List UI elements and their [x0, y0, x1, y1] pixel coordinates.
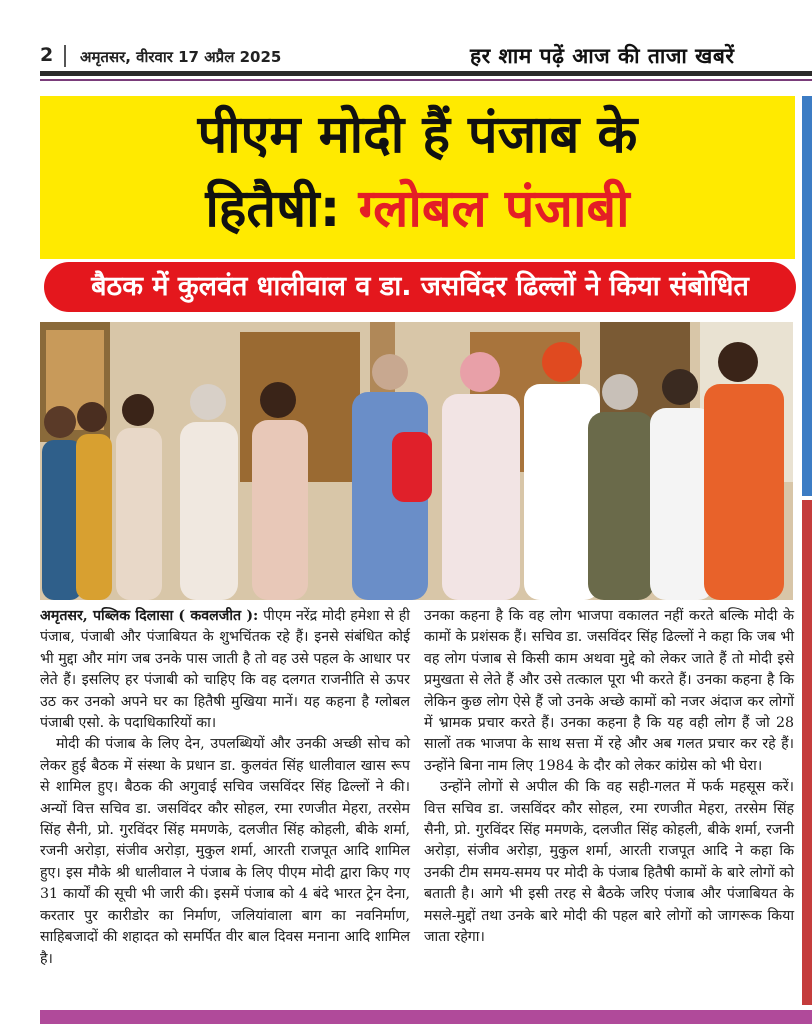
- header-rule-thin: [40, 79, 812, 81]
- headline-line-1: पीएम मोदी हैं पंजाब के: [197, 105, 638, 165]
- news-photo: [40, 322, 793, 600]
- article-text: पीएम नरेंद्र मोदी हमेशा से ही पंजाब, पंजाबी और पंजाबियत के शुभचिंतक रहे हैं। इनसे संबंधित कोई भी मुद्दा और मांग जब उनके पास जाती है तो वह उसे पहल के आधार पर लेते हैं। इसलिए हर पंजाबी को चाहिए कि वह दलगत राजनीति से ऊपर उठ कर उनको अपने घर का हितैषी मुखिया मानें। यह कहना है ग्लोबल पंजाबी एसो. के पदाधिकारियों का।: [40, 608, 410, 732]
- header-tagline: हर शाम पढ़ें आज की ताजा खबरें: [470, 44, 735, 68]
- article-paragraph: उनका कहना है कि वह लोग भाजपा वकालत नहीं करते बल्कि मोदी के कामों के प्रशंसक हैं। सचिव डा. जसविंदर सिंह ढिल्लों ने कहा कि जब भी वह लोग पंजाब से किसी काम अथवा मुद्दे को लेकर जाते हैं तो मोदी इसे प्रमुखता से लेते हैं और उसे तत्काल पूरा भी करते हैं। उनका कहना है कि लेकिन कुछ लोग ऐसे हैं जो उनके अच्छे कामों को नजर अंदाज कर लोगों में भ्रामक प्रचार करते हैं। उनका कहना है कि यह वही लोग हैं जो 28 सालों तक भाजपा के साथ सत्ता में रहे और अब गलत प्रचार कर रहे हैं। उन्होंने बिना नाम लिए 1984 के दौर को लेकर कांग्रेस को भी घेरा।: [424, 608, 794, 774]
- headline-line-2: [40, 176, 795, 242]
- article-paragraph: उन्होंने लोगों से अपील की कि वह सही-गलत में फर्क महसूस करें। वित्त सचिव डा. जसविंदर कौर सोहल, रमा रणजीत मेहरा, तरसेम सिंह सैनी, प्रो. गुरविंदर सिंह ममणके, दलजीत सिंह कोहली, बीके शर्मा, रजनी अरोड़ा, संजीव अरोड़ा, मुकुल शर्मा, आरती राजपूत आदि ने कहा कि उनकी टीम समय-समय पर मोदी के पंजाब हितैषी कामों के बारे लोगों को बताती है। आगे भी इसी तरह से बैठके जरिए पंजाब और पंजाबियत के मसले-मुद्दों तथा उनके बारे मोदी की पहल बारे लोगों को जागरूक किया जाता रहेगा।: [424, 779, 794, 946]
- next-article-strip: [40, 1010, 812, 1024]
- header-rule: [40, 71, 812, 76]
- article-byline: अमृतसर, पब्लिक दिलासा ( कवलजीत ):: [40, 608, 259, 624]
- header-separator: [64, 45, 66, 67]
- group-photo-illustration: [40, 322, 793, 600]
- dateline: अमृतसर, वीरवार 17 अप्रैल 2025: [80, 48, 282, 66]
- article-paragraph: [40, 606, 410, 734]
- article-column-2: [424, 606, 794, 949]
- adjacent-page-edge-red: [802, 500, 812, 1005]
- page-number: 2: [40, 44, 54, 66]
- headline-line-2-black: हितैषी:: [205, 179, 341, 239]
- headline-line-2-red: ग्लोबल पंजाबी: [358, 179, 630, 239]
- subheadline: बैठक में कुलवंत धालीवाल व डा. जसविंदर ढिल्लों ने किया संबोधित: [91, 271, 749, 302]
- adjacent-page-edge-blue: [802, 96, 812, 496]
- article-paragraph: मोदी की पंजाब के लिए देन, उपलब्धियों और उनकी अच्छी सोच को लेकर हुई बैठक में संस्था के प्रधान डा. कुलवंत सिंह धालीवाल खास रूप से शामिल हुए। बैठक की अगुवाई सचिव जसविंदर सिंह ढिल्लों ने की। अन्यों वित्त सचिव डा. जसविंदर कौर सोहल, रमा रणजीत मेहरा, तरसेम सिंह सैनी, प्रो. गुरविंदर सिंह ममणके, दलजीत सिंह कोहली, बीके शर्मा, रजनी अरोड़ा, संजीव अरोड़ा, मुकुल शर्मा, आरती राजपूत आदि शामिल हुए। इस मौके श्री धालीवाल ने पंजाब के लिए पीएम मोदी द्वारा किए गए 31 कार्यों की सूची भी जारी की। इसमें पंजाब को 4 बंदे भारत ट्रेन देना, करतार पुर कारीडोर का निर्माण, जलियांवाला बाग का नवनिर्माण, साहिबजादों की शहादत को समर्पित वीर बाल दिवस मनाना आदि शामिल है।: [40, 736, 410, 967]
- article-column-1: [40, 606, 410, 970]
